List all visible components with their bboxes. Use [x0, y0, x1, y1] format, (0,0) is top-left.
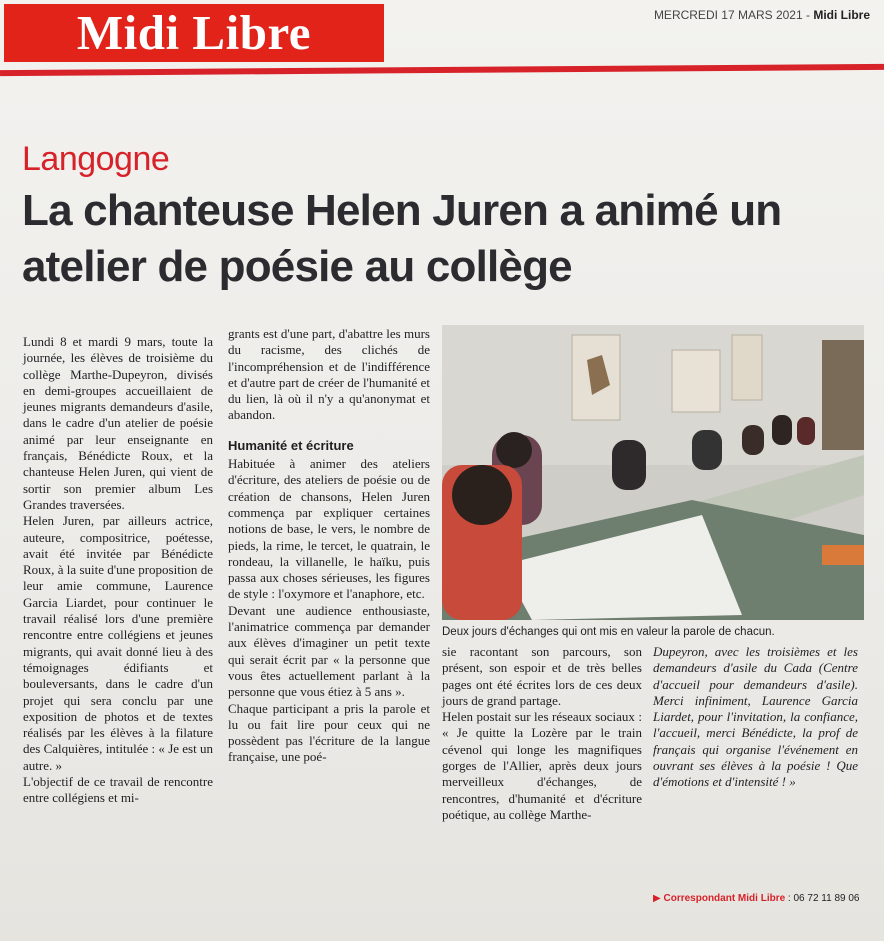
article-headline: La chanteuse Helen Juren a animé un atelier de poésie au collège	[22, 186, 782, 291]
column-3	[442, 644, 642, 823]
paragraph: grants est d'une part, d'abattre les murs du racisme, des clichés de l'incompréhension et de l'indifférence et d'autre part de créer de l'humanité et du lien, là où il n'y a qu'anonymat et abandon.	[228, 326, 430, 423]
paragraph: Helen Juren, par ailleurs actrice, auteure, compositrice, poétesse, avait été invitée par Bénédicte Roux, à la suite d'une proposition de leur amie commune, Laurence Garcia Liardet, pour continuer le travail réalisé lors d'une première rencontre entre collégiens et jeunes migrants, qui avait donné lieu à des témoignages édifiants et bouleversants, dans le cadre d'un projet qui sera conclu par une exposition de photos et de textes réalisés par les élèves à la filature des Calquières, intitulée : « Je est un autre. »	[23, 513, 213, 773]
paragraph: sie racontant son parcours, son présent, son espoir et de très belles pages ont été écrites lors de ces deux jours de grand partage.	[442, 644, 642, 708]
paragraph: Devant une audience enthousiaste, l'animatrice commença par demander aux élèves d'imaginer un petit texte qui serait écrit par « la personne que vous êtes actuellement parlant à la personne que vous étiez à 5 ans ».	[228, 602, 430, 700]
paragraph: Habituée à animer des ateliers d'écriture, des ateliers de poésie ou de création de chansons, Helen Juren commença par expliquer certaines notions de base, le vers, le nombre de pieds, la rime, le tercet, le quatrain, le rondeau, la villanelle, le haïku, puis passa aux choses sérieuses, les figures de style : l'oxymore et l'anaphore, etc.	[228, 456, 430, 602]
paragraph: Dupeyron, avec les troisièmes et les demandeurs d'asile du Cada (Centre d'accueil pour demandeurs d'asile). Merci infiniment, Laurence Garcia Liardet, pour l'invitation, la confiance, l'accueil, merci Bénédicte, la prof de français qui organise l'événement en ouvrant ses élèves à la poésie ! Que d'émotions et d'intensité ! »	[653, 644, 858, 790]
column-4	[653, 644, 858, 791]
byline-credit	[653, 893, 859, 904]
column-1	[23, 334, 213, 807]
arrow-icon: ▶	[653, 893, 661, 904]
article-photo	[442, 325, 864, 620]
paragraph: Chaque participant a pris la parole et lu ou fait lire pour ceux qui ne possèdent pas l'écriture de la langue française, une poé-	[228, 700, 430, 765]
paragraph: Helen postait sur les réseaux sociaux : « Je quitte la Lozère par le train cévenol qui longe les magnifiques gorges de l'Allier, après deux jours merveilleux d'échanges, de rencontres, d'humanité et d'écriture poétique, au collège Marthe-	[442, 709, 642, 822]
paper-name: Midi Libre	[813, 8, 870, 22]
dateline	[654, 8, 870, 22]
paragraph: L'objectif de ce travail de rencontre entre collégiens et mi-	[23, 774, 213, 806]
section-kicker: Langogne	[22, 140, 170, 178]
paragraph: Lundi 8 et mardi 9 mars, toute la journée, les élèves de troisième du collège Marthe-Dupeyron, divisés en demi-groupes accueillaient de jeunes migrants demandeurs d'asile, dans le cadre d'un atelier de poésie animé par leur enseignante en français, Bénédicte Roux, et la chanteuse Helen Juren, qui vient de sortir son premier album Les Grandes traversées.	[23, 334, 213, 512]
masthead-logo: Midi Libre	[4, 4, 384, 62]
date-text: MERCREDI 17 MARS 2021 -	[653, 8, 814, 22]
classroom-photo-illustration	[442, 325, 864, 620]
credit-phone: : 06 72 11 89 06	[785, 893, 860, 904]
photo-caption: Deux jours d'échanges qui ont mis en valeur la parole de chacun.	[442, 626, 775, 638]
red-divider	[0, 64, 884, 76]
credit-name: Correspondant Midi Libre	[663, 893, 786, 904]
column-2	[228, 326, 430, 766]
subheading: Humanité et écriture	[228, 437, 354, 453]
